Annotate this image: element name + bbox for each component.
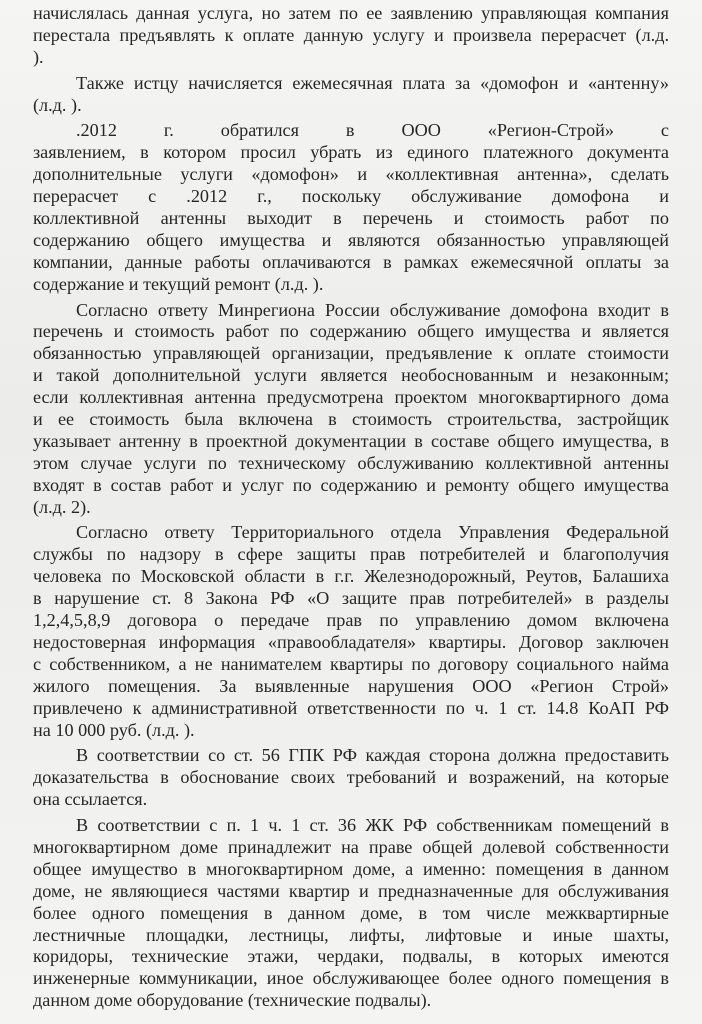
text-line: перестала предъявлять к оплате данную услугу и произвела перерасчет (л.д. [33,24,669,45]
paragraph [33,3,669,69]
text-line: этом случае услуги по техническому обслуживанию коллективной антенны [33,452,669,473]
text-line: лестничные площадки, лестницы, лифты, лифтовые и иные шахты, [33,924,669,945]
text-line: службы по надзору в сфере защиты прав потребителей и благополучия [33,544,669,565]
text-line: компании, данные работы оплачиваются в рамках ежемесячной оплаты за [33,251,669,272]
text-line: 1,2,4,5,8,9 договора о передаче прав по управлению домом включена [33,610,669,631]
text-line: человека по Московской области в г.г. Железнодорожный, Реутов, Балашиха [33,566,669,587]
text-line: с собственником, а не нанимателем квартиры по договору социального найма [33,653,669,674]
text-line: перерасчет с .2012 г., поскольку обслуживание домофона и [33,186,669,207]
text-line: Согласно ответу Территориального отдела Управления Федеральной [76,522,669,543]
text-line: В соответствии с п. 1 ч. 1 ст. 36 ЖК РФ собственникам помещений в [76,815,669,836]
text-line: недостоверная информация «правообладателя» квартиры. Договор заключен [33,631,669,652]
text-line: если коллективная антенна предусмотрена проектом многоквартирного дома [33,387,669,408]
paragraph [33,300,669,519]
text-line: и ее стоимость была включена в стоимость строительства, застройщик [33,409,669,430]
text-line: дополнительные услуги «домофон» и «коллективная антенна», сделать [33,164,669,185]
text-line: Согласно ответу Минрегиона России обслуживание домофона входит в [76,299,669,320]
text-line: привлечено к административной ответственности по ч. 1 ст. 14.8 КоАП РФ [33,697,669,718]
text-line: в нарушение ст. 8 Закона РФ «О защите прав потребителей» в разделы [33,588,669,609]
text-line: содержание и текущий ремонт (л.д. ). [33,273,324,294]
text-line: перечень и стоимость работ по содержанию общего имущества и является [33,321,669,342]
paragraph [33,120,669,295]
text-line: (л.д. 2). [33,496,91,517]
paragraph [33,73,669,117]
text-line: .2012 г. обратился в ООО «Регион-Строй» с [76,120,669,141]
text-line: и такой дополнительной услуги является необоснованным и незаконным; [33,365,669,386]
text-line: данном доме оборудование (технические подвалы). [33,990,432,1011]
text-line: коридоры, технические этажи, чердаки, подвалы, в которых имеются [33,946,669,967]
text-line: В соответствии со ст. 56 ГПК РФ каждая сторона должна предоставить [76,745,669,766]
text-line: начислялась данная услуга, но затем по ее заявлению управляющая компания [33,3,669,23]
document-page [33,3,669,1012]
text-line: коллективной антенны выходит в перечень и стоимость работ по [33,208,669,229]
text-line: многоквартирном доме принадлежит на праве общей долевой собственности [33,836,669,857]
text-line: инженерные коммуникации, иное обслуживающее более одного помещения в [33,968,669,989]
text-line: она ссылается. [33,789,148,810]
text-line: Также истцу начисляется ежемесячная плата за «домофон и «антенну» [76,72,669,93]
text-line: содержанию общего имущества и являются обязанностью управляющей [33,229,669,250]
text-line: входят в состав работ и услуг по содержанию и ремонту общего имущества [33,474,669,495]
text-line: заявлением, в котором просил убрать из единого платежного документа [33,142,669,163]
paragraph [33,522,669,741]
text-line: указывает антенну в проектной документации в составе общего имущества, в [33,430,669,451]
text-line: более одного помещения в данном доме, в том числе межквартирные [33,902,669,923]
text-line: доказательства в обоснование своих требований и возражений, на которые [33,767,669,788]
text-line: жилого помещения. За выявленные нарушения ООО «Регион Строй» [33,675,669,696]
text-line: общее имущество в многоквартирном доме, а именно: помещения в данном [33,858,669,879]
text-line: обязанностью управляющей организации, предъявление к оплате стоимости [33,343,669,364]
text-line: ). [33,46,44,67]
paragraph [33,745,669,811]
text-line: доме, не являющиеся частями квартир и предназначенные для обслуживания [33,880,669,901]
text-line: на 10 000 руб. (л.д. ). [33,719,195,740]
text-line: (л.д. ). [33,94,82,115]
paragraph [33,815,669,1012]
